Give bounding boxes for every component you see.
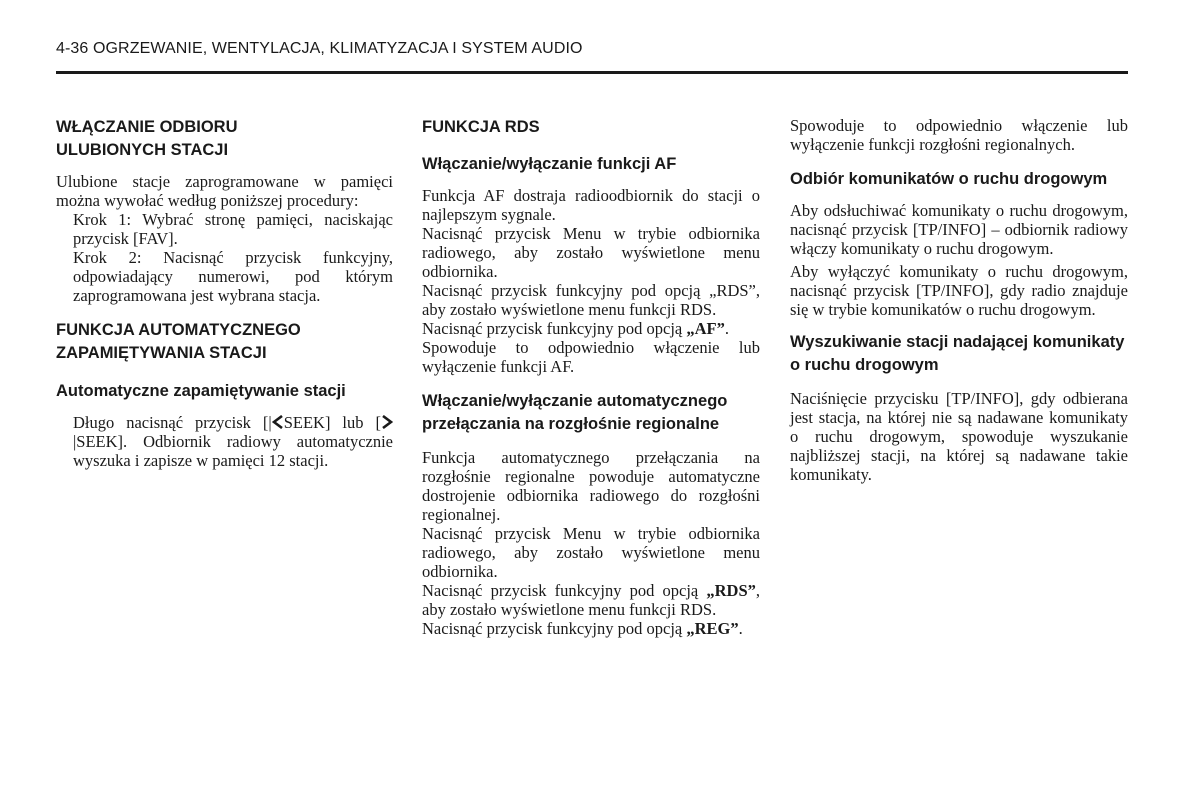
option-reg: „REG” [686,619,739,638]
column-2 [422,116,760,638]
paragraph-reg-3-text: Nacisnąć przycisk funkcyjny pod opcją [422,581,707,600]
paragraph-af-4 [422,319,760,338]
option-rds: „RDS” [706,581,756,600]
heading-rds: FUNKCJA RDS [422,118,540,136]
paragraph-auto-store [56,413,393,470]
paragraph-af-4-end: . [724,319,729,338]
paragraph-reg-4-text: Nacisnąć przycisk funkcyjny pod opcją [422,619,687,638]
paragraph-reg-3 [422,581,760,619]
paragraph-af-5: Spowoduje to odpowiednio włączenie lub wyłączenie funkcji AF. [422,338,760,376]
paragraph-reg-2: Nacisnąć przycisk Menu w trybie odbiornika radiowego, aby zostało wyświetlone menu odbiornika. [422,524,760,581]
paragraph-af-4-text: Nacisnąć przycisk funkcyjny pod opcją [422,319,687,338]
paragraph-af-2: Nacisnąć przycisk Menu w trybie odbiornika radiowego, aby zostało wyświetlone menu odbiornika. [422,224,760,281]
column-3 [790,116,1128,484]
paragraph-auto-store-part-2: SEEK] lub [ [283,413,381,432]
paragraph-af-1: Funkcja AF dostraja radioodbiornik do stacji o najlepszym sygnale. [422,186,760,224]
heading-favorite-stations: WŁĄCZANIE ODBIORU ULUBIONYCH STACJI [56,118,238,159]
seek-back-icon [272,413,284,432]
subheading-traffic-search: Wyszukiwanie stacji nadającej komunikaty o ruchu drogowym [790,333,1125,374]
paragraph-reg-4-end: . [738,619,743,638]
paragraph-traffic-1: Aby odsłuchiwać komunikaty o ruchu drogowym, nacisnąć przycisk [TP/INFO] – odbiornik radiowy włączy komunikaty o ruchu drogowym. [790,201,1128,258]
heading-auto-store: FUNKCJA AUTOMATYCZNEGO ZAPAMIĘTYWANIA STACJI [56,321,301,362]
subheading-auto-store: Automatyczne zapamiętywanie stacji [56,382,346,400]
option-af: „AF” [686,319,725,338]
paragraph-reg-4 [422,619,760,638]
paragraph-reg-3-end: , aby zostało wyświetlone menu funkcji RDS. [422,581,760,619]
column-1 [56,116,393,470]
paragraph-favorite-intro: Ulubione stacje zaprogramowane w pamięci można wywołać według poniższej procedury: [56,172,393,210]
subheading-af: Włączanie/wyłączanie funkcji AF [422,155,677,173]
paragraph-auto-store-part-1: Długo nacisnąć przycisk [| [73,413,272,432]
header-rule [56,71,1128,74]
step-2: Krok 2: Nacisnąć przycisk funkcyjny, odpowiadający numerowi, pod którym zaprogramowana jest wybrana stacja. [73,248,393,305]
paragraph-af-3: Nacisnąć przycisk funkcyjny pod opcją „RDS”, aby zostało wyświetlone menu funkcji RDS. [422,281,760,319]
paragraph-reg-1: Funkcja automatycznego przełączania na rozgłośnie regionalne powoduje automatyczne dostrojenie odbiornika radiowego do rozgłośni regionalnej. [422,448,760,524]
paragraph-traffic-2: Aby wyłączyć komunikaty o ruchu drogowym, nacisnąć przycisk [TP/INFO], gdy radio znajduje się w trybie komunikatów o ruchu drogowym. [790,262,1128,319]
paragraph-auto-store-part-3: |SEEK]. Odbiornik radiowy automatycznie wyszuka i zapisze w pamięci 12 stacji. [73,432,393,470]
subheading-traffic: Odbiór komunikatów o ruchu drogowym [790,170,1108,188]
subheading-regional: Włączanie/wyłączanie automatycznego przełączania na rozgłośnie regionalne [422,392,728,433]
step-1: Krok 1: Wybrać stronę pamięci, naciskając przycisk [FAV]. [73,210,393,248]
paragraph-regional-result: Spowoduje to odpowiednio włączenie lub wyłączenie funkcji rozgłośni regionalnych. [790,116,1128,154]
paragraph-traffic-search: Naciśnięcie przycisku [TP/INFO], gdy odbierana jest stacja, na której nie są nadawane komunikaty o ruchu drogowym, spowoduje wyszukanie najbliższej stacji, na której są nadawane takie komunikaty. [790,389,1128,484]
seek-forward-icon [381,413,393,432]
page-header: 4-36 OGRZEWANIE, WENTYLACJA, KLIMATYZACJA I SYSTEM AUDIO [56,40,583,57]
